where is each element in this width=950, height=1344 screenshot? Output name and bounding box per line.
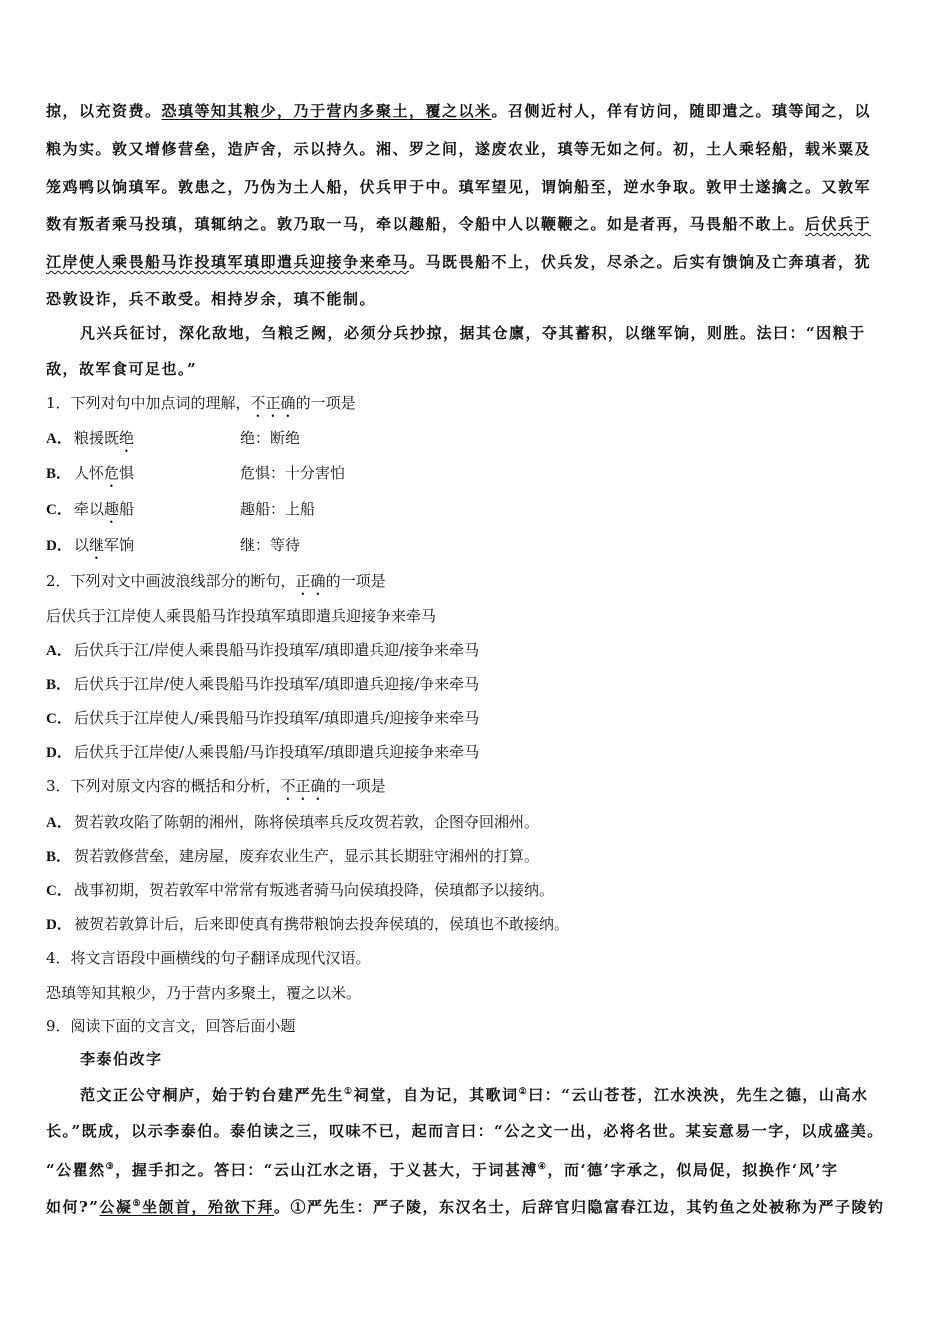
question-1-option-c[interactable]: C． 牵以趣船 xyxy=(46,500,135,518)
question-3-stem: 3．下列对原文内容的概括和分析，不正确的一项是 xyxy=(46,777,386,795)
passage-line: 数有叛者乘马投瑱，瑱辄纳之。敦乃取一马，牵以趣船，令船中人以鞭鞭之。如是者再，马畏船不敢上。后伏兵于 xyxy=(46,215,872,233)
passage-line: 粮为实。敦又增修营垒，造庐舍，示以持久。湘、罗之间，遂废农业，瑱等无如之何。初，土人乘轻船，载米粟及 xyxy=(46,140,872,158)
passage-line: 笼鸡鸭以饷瑱军。敦患之，乃伪为土人船，伏兵甲于中。瑱军望见，谓饷船至，逆水争取。敦甲士遂擒之。又敦军 xyxy=(46,178,872,196)
question-3-option-a[interactable]: A． 贺若敦攻陷了陈朝的湘州，陈将侯瑱率兵反攻贺若敦，企图夺回湘州。 xyxy=(46,813,540,831)
passage-2-line: 如何?”公凝⑤坐颌首，殆欲下拜。①严先生：严子陵，东汉名士，后辞官归隐富春江边，其钓鱼之处被称为严子陵钓 xyxy=(46,1198,885,1216)
question-1-gloss-d: 继：等待 xyxy=(240,536,301,554)
question-1-option-d[interactable]: D． 以继军饷 xyxy=(46,536,135,554)
passage-line: 敌，故军食可足也。” xyxy=(46,360,198,378)
question-3-option-c[interactable]: C． 战事初期，贺若敦军中常常有叛逃者骑马向侯瑱投降，侯瑱都予以接纳。 xyxy=(46,881,555,899)
passage-title: 李泰伯改字 xyxy=(80,1050,163,1068)
passage-2-line: 范文正公守桐庐，始于钓台建严先生①祠堂，自为记，其歌词②曰：“云山苍苍，江水泱泱，先生之德，山高水 xyxy=(80,1086,869,1104)
question-2-option-d[interactable]: D． 后伏兵于江岸使/人乘畏船/马诈投瑱军/瑱即遣兵迎接争来牵马 xyxy=(46,743,480,761)
wavy-underlined-sentence: 后伏兵于 xyxy=(805,215,872,233)
question-2-stem: 2．下列对文中画波浪线部分的断句，正确的一项是 xyxy=(46,572,386,590)
question-1-gloss-b: 危惧：十分害怕 xyxy=(240,464,346,482)
underlined-sentence: 公凝⑤坐颌首，殆欲下拜 xyxy=(99,1198,275,1216)
question-1-stem: 1．下列对句中加点词的理解，不正确的一项是 xyxy=(46,394,356,412)
wavy-underlined-sentence: 江岸使人乘畏船马诈投瑱军瑱即遣兵迎接争来牵马 xyxy=(46,253,410,271)
question-9-stem: 9．阅读下面的文言文，回答后面小题 xyxy=(46,1017,296,1035)
passage-line: 恐敦设诈，兵不敢受。相持岁余，瑱不能制。 xyxy=(46,290,377,308)
question-2-option-a[interactable]: A． 后伏兵于江/岸使人乘畏船马诈投瑱军/瑱即遣兵迎/接争来牵马 xyxy=(46,641,480,659)
question-2-option-b[interactable]: B． 后伏兵于江岸/使人乘畏船马诈投瑱军/瑱即遣兵迎接/争来牵马 xyxy=(46,675,480,693)
question-2-sentence: 后伏兵于江岸使人乘畏船马诈投瑱军瑱即遣兵迎接争来牵马 xyxy=(46,607,437,625)
passage-2-line: 长。”既成，以示李泰伯。泰伯读之三，叹味不已，起而言曰：“公之文一出，必将名世。某妄意易一字，以成盛美。 xyxy=(46,1122,884,1140)
question-4-sentence: 恐瑱等知其粮少，乃于营内多聚土，覆之以米。 xyxy=(46,984,362,1002)
question-1-option-b[interactable]: B． 人怀危惧 xyxy=(46,464,135,482)
question-3-option-b[interactable]: B． 贺若敦修营垒，建房屋，废弃农业生产，显示其长期驻守湘州的打算。 xyxy=(46,847,540,865)
passage-line: 掠，以充资费。恐瑱等知其粮少，乃于营内多聚土，覆之以米。召侧近村人，佯有访问，随即遣之。瑱等闻之，以 xyxy=(46,102,872,120)
question-1-gloss-c: 趣船：上船 xyxy=(240,500,316,518)
question-1-option-a[interactable]: A． 粮援既绝 xyxy=(46,429,135,447)
passage-line: 江岸使人乘畏船马诈投瑱军瑱即遣兵迎接争来牵马。马既畏船不上，伏兵发，尽杀之。后实有馈饷及亡奔瑱者，犹 xyxy=(46,253,872,271)
passage-2-line: “公瞿然③，握手扣之。答曰：“云山江水之语，于义甚大，于词甚溥④，而‘德’字承之，似局促，拟换作‘风’字 xyxy=(46,1161,839,1179)
question-4-stem: 4．将文言语段中画横线的句子翻译成现代汉语。 xyxy=(46,949,371,967)
underlined-sentence: 恐瑱等知其粮少，乃于营内多聚土，覆之以米 xyxy=(161,102,492,120)
question-3-option-d[interactable]: D． 被贺若敦算计后，后来即使真有携带粮饷去投奔侯瑱的，侯瑱也不敢接纳。 xyxy=(46,915,570,933)
question-2-option-c[interactable]: C． 后伏兵于江岸使人/乘畏船马诈投瑱军/瑱即遣兵/迎接争来牵马 xyxy=(46,709,480,727)
passage-line: 凡兴兵征讨，深化敌地，刍粮乏阙，必须分兵抄掠，据其仓廪，夺其蓄积，以继军饷，则胜。法曰：“因粮于 xyxy=(80,324,866,342)
question-1-gloss-a: 绝：断绝 xyxy=(240,429,301,447)
